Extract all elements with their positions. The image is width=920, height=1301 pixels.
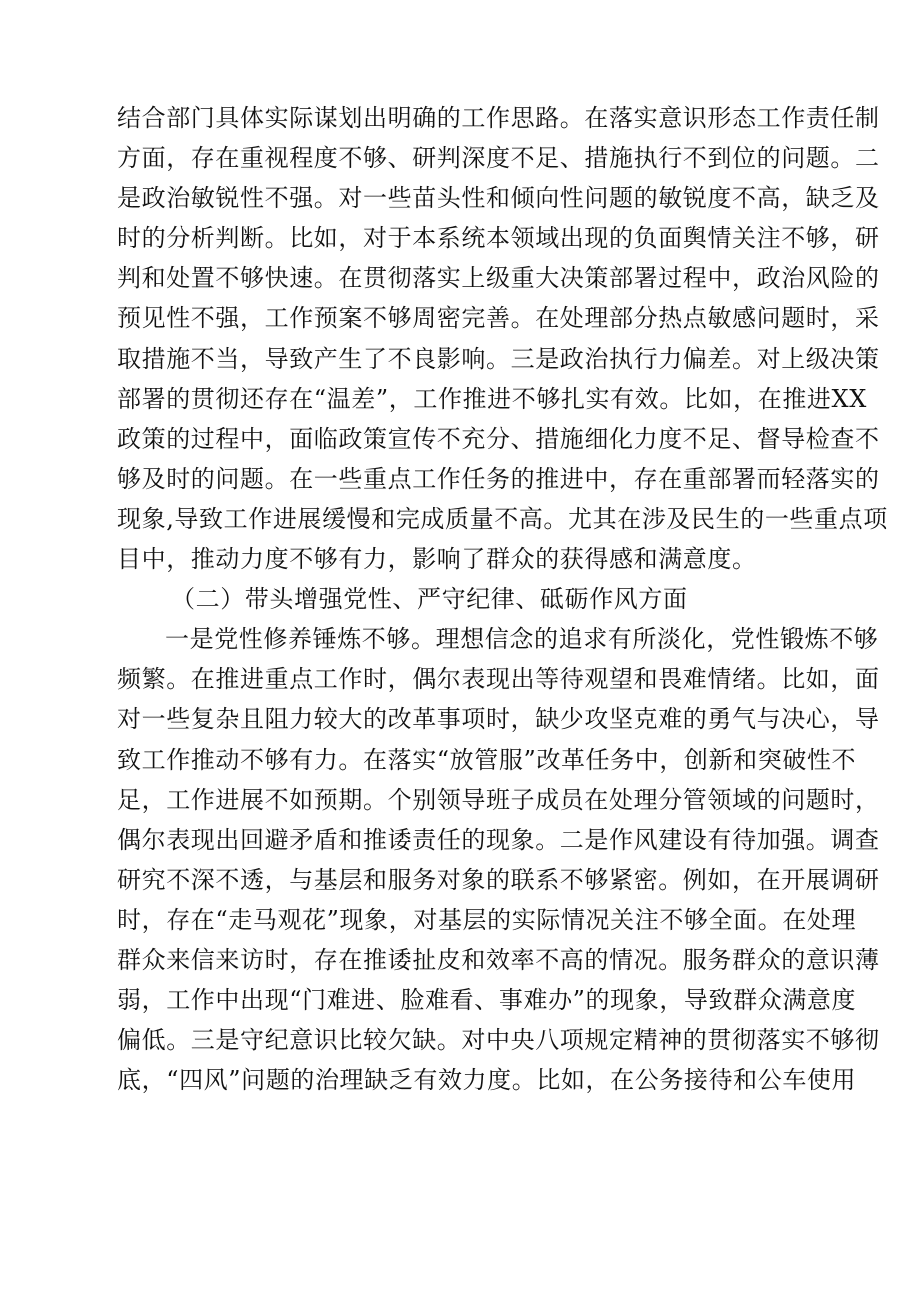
paragraph-line: 取措施不当，导致产生了不良影响。三是政治执行力偏差。对上级决策 [117, 344, 880, 373]
paragraph-line: 群众来信来访时，存在推诿扯皮和效率不高的情况。服务群众的意识薄 [117, 945, 880, 974]
paragraph-line: 是政治敏锐性不强。对一些苗头性和倾向性问题的敏锐度不高，缺乏及 [117, 184, 880, 213]
paragraph-line: 政策的过程中，面临政策宣传不充分、措施细化力度不足、督导检查不 [117, 424, 880, 453]
paragraph-line: 偏低。三是守纪意识比较欠缺。对中央八项规定精神的贯彻落实不够彻 [117, 1026, 880, 1055]
paragraph-line: 时，存在“走马观花”现象，对基层的实际情况关注不够全面。在处理 [117, 905, 857, 934]
paragraph-line: 一是党性修养锤炼不够。理想信念的追求有所淡化，党性锻炼不够 [165, 625, 879, 654]
paragraph-line: 预见性不强，工作预案不够周密完善。在处理部分热点敏感问题时，采 [117, 304, 880, 333]
paragraph-line: 致工作推动不够有力。在落实“放管服”改革任务中，创新和突破性不 [117, 745, 857, 774]
paragraph-line: 偶尔表现出回避矛盾和推诿责任的现象。二是作风建设有待加强。调查 [117, 825, 880, 854]
paragraph-line: 时的分析判断。比如，对于本系统本领域出现的负面舆情关注不够，研 [117, 224, 880, 253]
paragraph-line: 对一些复杂且阻力较大的改革事项时，缺少攻坚克难的勇气与决心，导 [117, 705, 880, 734]
paragraph-line: 底，“四风”问题的治理缺乏有效力度。比如，在公务接待和公车使用 [117, 1066, 857, 1095]
paragraph-line: 判和处置不够快速。在贯彻落实上级重大决策部署过程中，政治风险的 [117, 264, 880, 293]
paragraph-line: 部署的贯彻还存在“温差”，工作推进不够扎实有效。比如，在推进XX [117, 384, 867, 413]
paragraph-line: 足，工作进展不如预期。个别领导班子成员在处理分管领域的问题时， [117, 785, 880, 814]
paragraph-line: 频繁。在推进重点工作时，偶尔表现出等待观望和畏难情绪。比如，面 [117, 665, 880, 694]
paragraph-line: 研究不深不透，与基层和服务对象的联系不够紧密。例如，在开展调研 [117, 865, 880, 894]
paragraph-line: 方面，存在重视程度不够、研判深度不足、措施执行不到位的问题。二 [117, 144, 880, 173]
paragraph-line: 现象,导致工作进展缓慢和完成质量不高。尤其在涉及民生的一些重点项 [117, 504, 888, 533]
section-heading: （二）带头增强党性、严守纪律、砥砺作风方面 [171, 585, 688, 614]
paragraph-line: 够及时的问题。在一些重点工作任务的推进中，存在重部署而轻落实的 [117, 464, 880, 493]
document-body [117, 98, 888, 1100]
paragraph-line: 结合部门具体实际谋划出明确的工作思路。在落实意识形态工作责任制 [117, 104, 880, 132]
paragraph-line: 目中，推动力度不够有力，影响了群众的获得感和满意度。 [117, 545, 757, 574]
paragraph-line: 弱，工作中出现“门难进、脸难看、事难办”的现象，导致群众满意度 [117, 986, 857, 1015]
